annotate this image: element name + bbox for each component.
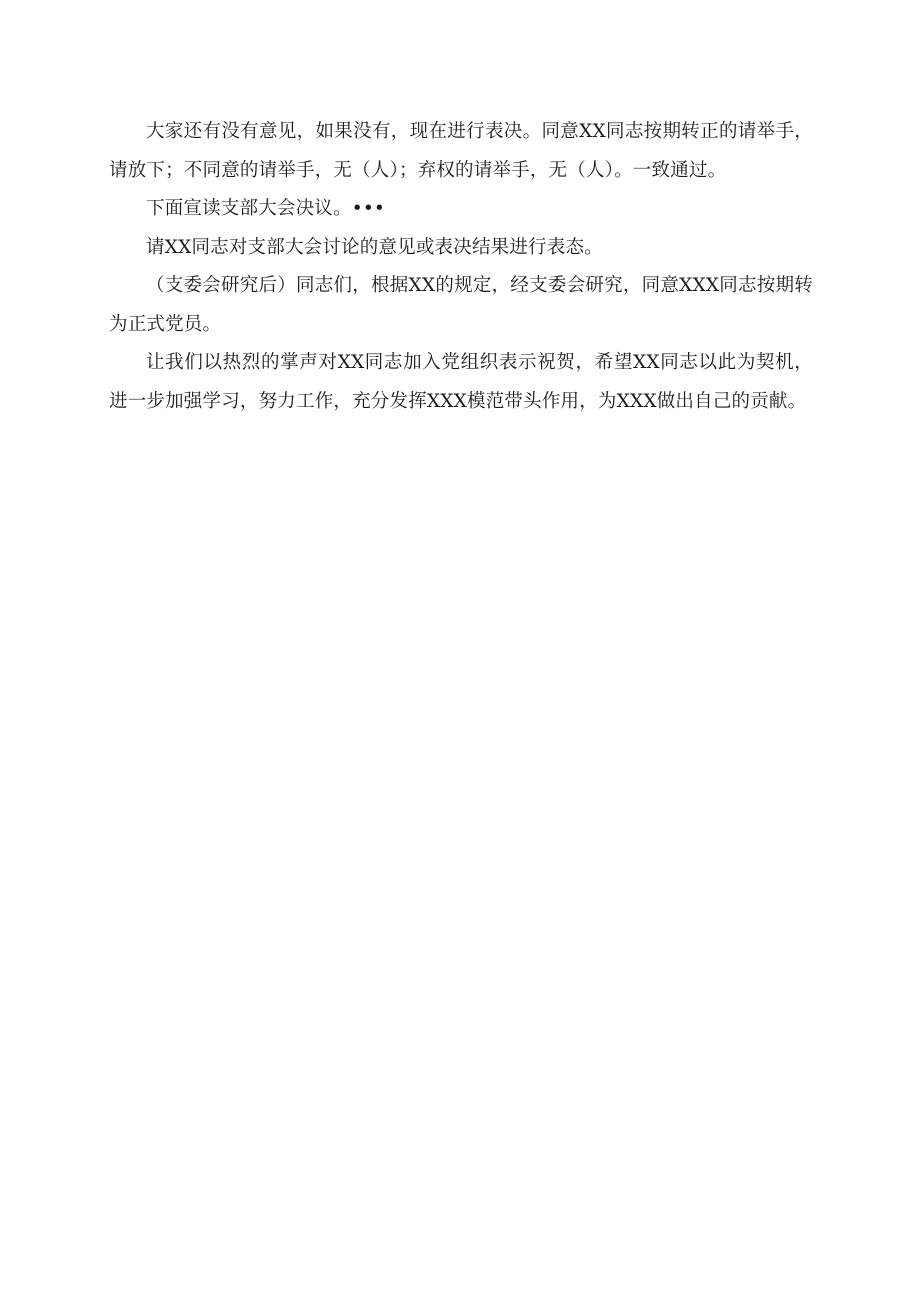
- paragraph-congratulations: 让我们以热烈的掌声对XX同志加入党组织表示祝贺，希望XX同志以此为契机，进一步加强学习，努力工作，充分发挥XXX模范带头作用，为XXX做出自己的贡献。: [109, 352, 813, 412]
- document-body: [109, 113, 813, 421]
- paragraph-committee-decision: （支委会研究后）同志们，根据XX的规定，经支委会研究，同意XXX同志按期转为正式党员。: [109, 275, 813, 335]
- paragraph-vote: 大家还有没有意见，如果没有，现在进行表决。同意XX同志按期转正的请举手，请放下；不同意的请举手，无（人）；弃权的请举手，无（人）。一致通过。: [109, 121, 813, 181]
- paragraph-resolution: 下面宣读支部大会决议。•••: [146, 198, 386, 219]
- paragraph-statement: 请XX同志对支部大会讨论的意见或表决结果进行表态。: [146, 236, 603, 258]
